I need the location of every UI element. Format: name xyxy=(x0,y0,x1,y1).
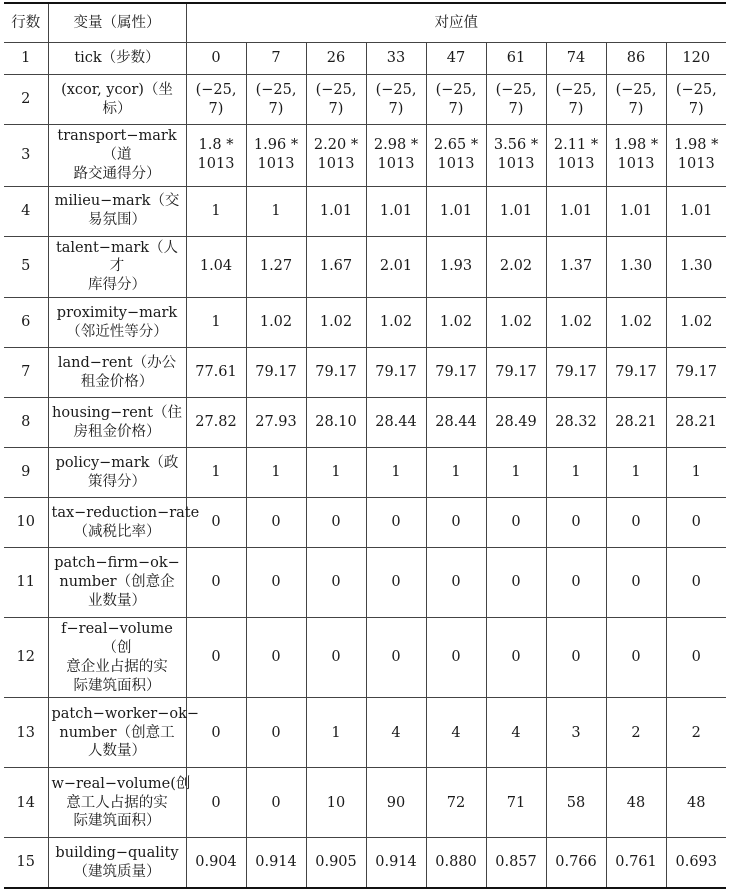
value-cell: 74 xyxy=(546,43,606,75)
value-cell: 0 xyxy=(186,768,246,838)
table-row xyxy=(4,43,726,75)
header-row xyxy=(4,3,726,43)
value-line: 1013 xyxy=(317,156,355,173)
variable-line: 际建筑面积） xyxy=(73,813,161,830)
value-cell: 1 xyxy=(246,186,306,236)
value-cell: 0 xyxy=(426,548,486,618)
variable-line: 易氛围） xyxy=(88,212,146,229)
value-cell xyxy=(486,75,546,125)
row-number: 14 xyxy=(4,768,48,838)
value-cell: 79.17 xyxy=(546,348,606,398)
variable-cell xyxy=(48,236,186,298)
value-cell: 33 xyxy=(366,43,426,75)
variable-line: policy−mark（政 xyxy=(55,454,179,471)
variable-line: 策得分） xyxy=(88,473,146,490)
table-row xyxy=(4,618,726,698)
value-cell: 1 xyxy=(426,448,486,498)
value-cell: 27.82 xyxy=(186,398,246,448)
value-cell: 79.17 xyxy=(426,348,486,398)
value-cell: 0 xyxy=(606,498,666,548)
value-cell: 1 xyxy=(246,448,306,498)
value-cell: 0 xyxy=(246,548,306,618)
variable-cell xyxy=(48,348,186,398)
value-cell: 77.61 xyxy=(186,348,246,398)
value-cell: 0 xyxy=(666,548,726,618)
value-cell: 10 xyxy=(306,768,366,838)
value-cell xyxy=(306,75,366,125)
value-cell xyxy=(366,125,426,187)
value-cell: 0.914 xyxy=(366,838,426,888)
value-cell: 0 xyxy=(186,698,246,768)
value-cell: 47 xyxy=(426,43,486,75)
value-cell: 79.17 xyxy=(246,348,306,398)
value-cell: 0 xyxy=(366,548,426,618)
value-line: 1013 xyxy=(437,156,475,173)
variable-line: 路交通得分） xyxy=(73,165,161,182)
value-line: 7) xyxy=(328,100,344,117)
value-cell: 0 xyxy=(186,43,246,75)
value-line: 7) xyxy=(688,100,704,117)
value-cell: 1 xyxy=(666,448,726,498)
value-cell: 0 xyxy=(546,618,606,698)
value-cell: 79.17 xyxy=(666,348,726,398)
value-cell: 2.02 xyxy=(486,236,546,298)
value-cell: 1.01 xyxy=(546,186,606,236)
value-cell: 0.905 xyxy=(306,838,366,888)
value-cell: 1.67 xyxy=(306,236,366,298)
value-cell: 0 xyxy=(546,498,606,548)
value-line: 7) xyxy=(268,100,284,117)
value-cell: 1.01 xyxy=(606,186,666,236)
value-cell: 1.02 xyxy=(366,298,426,348)
value-cell: 0 xyxy=(426,618,486,698)
variable-cell xyxy=(48,298,186,348)
value-cell: 26 xyxy=(306,43,366,75)
value-cell xyxy=(546,75,606,125)
row-number: 1 xyxy=(4,43,48,75)
value-cell: 0.766 xyxy=(546,838,606,888)
variable-cell xyxy=(48,838,186,888)
value-cell xyxy=(486,125,546,187)
value-cell xyxy=(666,75,726,125)
value-cell xyxy=(546,125,606,187)
value-cell: 0.761 xyxy=(606,838,666,888)
value-cell: 1 xyxy=(366,448,426,498)
variable-line: (xcor, ycor)（坐标） xyxy=(61,81,173,117)
value-line: (−25, xyxy=(555,81,597,98)
value-cell: 0 xyxy=(486,498,546,548)
value-cell: 1 xyxy=(486,448,546,498)
value-cell xyxy=(186,125,246,187)
variable-line: 意工人占据的实 xyxy=(66,794,168,811)
variable-cell xyxy=(48,398,186,448)
value-cell: 4 xyxy=(426,698,486,768)
value-cell: 0 xyxy=(186,548,246,618)
value-cell: 71 xyxy=(486,768,546,838)
value-cell: 4 xyxy=(486,698,546,768)
value-cell: 0 xyxy=(486,618,546,698)
variable-cell xyxy=(48,448,186,498)
table-row xyxy=(4,698,726,768)
table-row xyxy=(4,75,726,125)
value-cell: 1.01 xyxy=(486,186,546,236)
row-number: 4 xyxy=(4,186,48,236)
value-line: 1.98 * xyxy=(613,137,659,154)
table-row xyxy=(4,448,726,498)
value-line: (−25, xyxy=(495,81,537,98)
value-cell xyxy=(186,75,246,125)
variable-line: 业数量） xyxy=(88,592,146,609)
value-line: 3.56 * xyxy=(493,137,539,154)
value-line: 1013 xyxy=(197,156,235,173)
value-cell xyxy=(426,125,486,187)
value-cell: 1.02 xyxy=(306,298,366,348)
value-cell xyxy=(666,125,726,187)
variable-line: patch−firm−ok− xyxy=(54,555,180,572)
value-cell: 1 xyxy=(306,698,366,768)
variable-line: w−real−volume(创 xyxy=(51,775,191,792)
value-cell xyxy=(246,125,306,187)
variable-cell xyxy=(48,618,186,698)
value-line: 7) xyxy=(628,100,644,117)
value-cell: 4 xyxy=(366,698,426,768)
value-cell: 1.01 xyxy=(426,186,486,236)
value-line: 1.98 * xyxy=(674,137,719,154)
value-cell: 1.02 xyxy=(486,298,546,348)
value-cell: 2 xyxy=(666,698,726,768)
value-cell: 0 xyxy=(186,498,246,548)
value-line: 2.11 * xyxy=(553,137,599,154)
value-cell: 1 xyxy=(186,186,246,236)
value-cell: 1.01 xyxy=(306,186,366,236)
table-row xyxy=(4,838,726,888)
value-cell: 27.93 xyxy=(246,398,306,448)
value-cell: 28.21 xyxy=(666,398,726,448)
value-cell: 1 xyxy=(186,448,246,498)
value-line: 1013 xyxy=(257,156,295,173)
value-cell: 1.02 xyxy=(546,298,606,348)
variable-line: 库得分） xyxy=(88,277,146,294)
value-cell: 72 xyxy=(426,768,486,838)
header-row-number: 行数 xyxy=(4,3,48,43)
value-line: (−25, xyxy=(615,81,657,98)
value-cell: 1.01 xyxy=(366,186,426,236)
row-number: 3 xyxy=(4,125,48,187)
table-row xyxy=(4,398,726,448)
value-cell: 0 xyxy=(306,498,366,548)
value-cell: 120 xyxy=(666,43,726,75)
value-cell: 28.10 xyxy=(306,398,366,448)
value-line: 2.65 * xyxy=(433,137,479,154)
value-cell: 0 xyxy=(606,618,666,698)
table-body xyxy=(4,43,726,888)
variable-line: talent−mark（人才 xyxy=(55,239,179,275)
variable-line: f−real−volume（创 xyxy=(61,621,173,656)
variable-cell xyxy=(48,125,186,187)
row-number: 8 xyxy=(4,398,48,448)
row-number: 9 xyxy=(4,448,48,498)
value-line: (−25, xyxy=(435,81,477,98)
row-number: 5 xyxy=(4,236,48,298)
value-line: 1013 xyxy=(557,156,595,173)
value-cell: 0 xyxy=(486,548,546,618)
value-cell: 1.02 xyxy=(666,298,726,348)
variable-line: （建筑质量） xyxy=(73,863,161,880)
value-cell xyxy=(366,75,426,125)
value-line: (−25, xyxy=(375,81,417,98)
value-cell: 0 xyxy=(606,548,666,618)
value-cell: 28.21 xyxy=(606,398,666,448)
value-cell: 0 xyxy=(186,618,246,698)
row-number: 7 xyxy=(4,348,48,398)
value-cell: 0 xyxy=(306,618,366,698)
value-cell: 79.17 xyxy=(306,348,366,398)
variable-line: 租金价格） xyxy=(80,373,154,390)
header-values: 对应值 xyxy=(186,3,726,43)
value-cell: 28.49 xyxy=(486,398,546,448)
value-cell xyxy=(606,125,666,187)
row-number: 6 xyxy=(4,298,48,348)
variable-line: housing−rent（住 xyxy=(52,404,182,421)
value-cell: 79.17 xyxy=(486,348,546,398)
variable-line: tick（步数） xyxy=(74,50,160,67)
value-cell: 1.30 xyxy=(606,236,666,298)
value-cell: 0 xyxy=(666,498,726,548)
variable-cell xyxy=(48,698,200,768)
value-cell: 1.01 xyxy=(666,186,726,236)
value-cell: 0 xyxy=(246,768,306,838)
value-cell: 1 xyxy=(306,448,366,498)
variable-line: number（创意工 xyxy=(59,724,175,741)
variable-line: land−rent（办公 xyxy=(57,354,177,371)
variable-line: 际建筑面积） xyxy=(73,677,161,694)
value-cell: 0 xyxy=(246,698,306,768)
value-cell: 3 xyxy=(546,698,606,768)
value-cell: 7 xyxy=(246,43,306,75)
value-cell: 90 xyxy=(366,768,426,838)
variable-line: patch−worker−ok− xyxy=(51,705,200,722)
variable-line: 房租金价格） xyxy=(73,423,161,440)
value-cell: 1.02 xyxy=(246,298,306,348)
variable-line: tax−reduction−rate xyxy=(51,504,200,521)
row-number: 13 xyxy=(4,698,48,768)
value-cell: 1.27 xyxy=(246,236,306,298)
variable-cell xyxy=(48,186,186,236)
value-cell: 0.693 xyxy=(666,838,726,888)
value-cell: 58 xyxy=(546,768,606,838)
value-line: 7) xyxy=(508,100,524,117)
variable-cell xyxy=(48,498,200,548)
value-line: (−25, xyxy=(255,81,297,98)
value-line: 7) xyxy=(568,100,584,117)
variable-line: 人数量） xyxy=(88,743,146,760)
value-cell: 28.44 xyxy=(426,398,486,448)
value-line: 1.96 * xyxy=(253,137,299,154)
value-cell xyxy=(426,75,486,125)
value-line: 1013 xyxy=(497,156,535,173)
table-row xyxy=(4,548,726,618)
row-number: 15 xyxy=(4,838,48,888)
value-cell: 48 xyxy=(666,768,726,838)
value-line: (−25, xyxy=(315,81,357,98)
value-cell: 0.914 xyxy=(246,838,306,888)
variable-line: building−quality xyxy=(55,844,179,861)
value-cell: 1.04 xyxy=(186,236,246,298)
value-cell: 2 xyxy=(606,698,666,768)
value-cell: 28.32 xyxy=(546,398,606,448)
table-row xyxy=(4,186,726,236)
table-header xyxy=(4,3,726,43)
value-cell xyxy=(246,75,306,125)
variable-line: （减税比率） xyxy=(73,523,161,540)
value-cell: 1 xyxy=(606,448,666,498)
row-number: 11 xyxy=(4,548,48,618)
table-row xyxy=(4,768,726,838)
value-line: 1013 xyxy=(377,156,415,173)
row-number: 2 xyxy=(4,75,48,125)
value-cell: 28.44 xyxy=(366,398,426,448)
table-row xyxy=(4,498,726,548)
value-cell: 0 xyxy=(366,618,426,698)
value-cell: 86 xyxy=(606,43,666,75)
value-cell: 0 xyxy=(366,498,426,548)
value-line: 7) xyxy=(448,100,464,117)
value-line: 2.20 * xyxy=(313,137,359,154)
value-cell: 48 xyxy=(606,768,666,838)
table-row xyxy=(4,236,726,298)
header-variable: 变量（属性） xyxy=(48,3,186,43)
data-table xyxy=(4,2,726,889)
variable-line: 意企业占据的实 xyxy=(66,658,168,675)
value-cell: 1.37 xyxy=(546,236,606,298)
table-row xyxy=(4,298,726,348)
value-cell: 1.93 xyxy=(426,236,486,298)
variable-line: transport−mark（道 xyxy=(57,128,177,163)
value-cell: 0.880 xyxy=(426,838,486,888)
value-cell: 61 xyxy=(486,43,546,75)
variable-line: number（创意企 xyxy=(59,574,175,591)
value-cell xyxy=(606,75,666,125)
row-number: 12 xyxy=(4,618,48,698)
value-cell: 0.904 xyxy=(186,838,246,888)
value-cell: 79.17 xyxy=(606,348,666,398)
value-cell: 0 xyxy=(246,618,306,698)
table-row xyxy=(4,348,726,398)
value-cell: 0 xyxy=(666,618,726,698)
value-line: (−25, xyxy=(675,81,717,98)
variable-cell xyxy=(48,43,186,75)
variable-line: （邻近性等分） xyxy=(66,323,168,340)
row-number: 10 xyxy=(4,498,48,548)
variable-cell xyxy=(48,75,186,125)
value-line: 2.98 * xyxy=(373,137,419,154)
value-cell: 0.857 xyxy=(486,838,546,888)
value-line: 7) xyxy=(388,100,404,117)
value-cell: 2.01 xyxy=(366,236,426,298)
value-line: 1013 xyxy=(617,156,655,173)
value-cell: 1.02 xyxy=(606,298,666,348)
value-cell xyxy=(306,125,366,187)
value-cell: 1.02 xyxy=(426,298,486,348)
variable-cell xyxy=(48,768,191,838)
value-cell: 79.17 xyxy=(366,348,426,398)
table-row xyxy=(4,125,726,187)
value-line: 1013 xyxy=(677,156,715,173)
value-line: (−25, xyxy=(195,81,237,98)
value-cell: 1.30 xyxy=(666,236,726,298)
value-line: 7) xyxy=(208,100,224,117)
value-cell: 1 xyxy=(546,448,606,498)
value-cell: 0 xyxy=(246,498,306,548)
value-cell: 0 xyxy=(306,548,366,618)
variable-line: milieu−mark（交 xyxy=(54,193,180,210)
value-line: 1.8 * xyxy=(198,137,234,154)
variable-line: proximity−mark xyxy=(56,304,178,321)
value-cell: 1 xyxy=(186,298,246,348)
variable-cell xyxy=(48,548,186,618)
value-cell: 0 xyxy=(426,498,486,548)
value-cell: 0 xyxy=(546,548,606,618)
